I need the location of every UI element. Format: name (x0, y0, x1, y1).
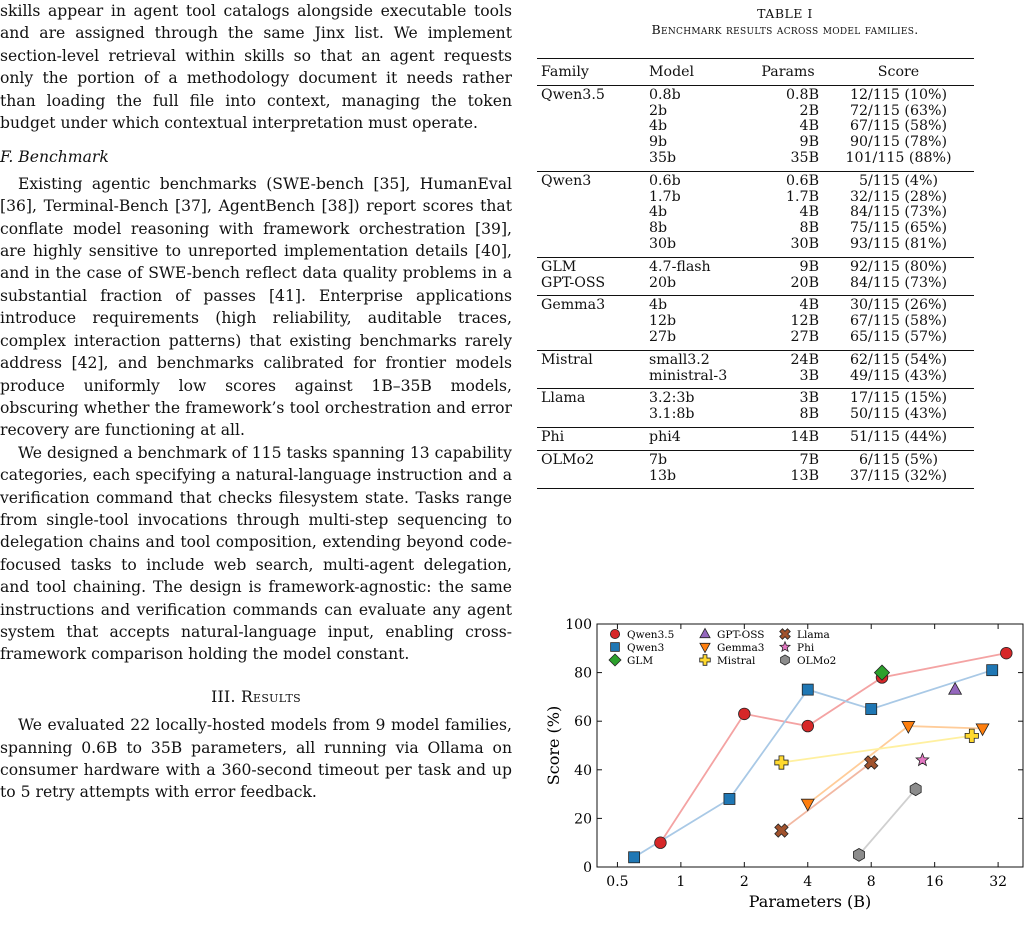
data-point-qwen3 (866, 704, 877, 715)
intro-paragraph: skills appear in agent tool catalogs alongside executable tools and are assigned through the same Jinx list. We implement section-level retrieval within skills so that an agent requests only the portion of a methodology document it needs rather than loading the full file into context, managing the token budget under which contextual interpretation must operate. (0, 2, 512, 133)
cell-family-line: GPT-OSS (541, 274, 606, 291)
cell-params-line: 20B (790, 274, 819, 291)
cell-params-line: 35B (790, 149, 819, 166)
cell-params-line: 9B (799, 258, 819, 275)
table-group-row (537, 171, 974, 257)
cell-params (753, 296, 823, 350)
cell-family-line (541, 135, 641, 151)
cell-params-line: 0.8B (786, 86, 819, 103)
data-point-qwen3.5 (739, 708, 751, 720)
cell-params-line: 2B (799, 102, 819, 119)
cell-model-line: phi4 (649, 428, 681, 445)
table-group-row (537, 450, 974, 489)
table-group-row (537, 427, 974, 450)
cell-family-line: Llama (541, 390, 586, 407)
cell-score (823, 350, 974, 389)
cell-family-line: Gemma3 (541, 297, 606, 314)
cell-model (645, 257, 753, 296)
cell-model-line: small3.2 (649, 351, 710, 368)
right-column (537, 0, 1033, 484)
cell-params (753, 171, 823, 257)
x-tick-label: 1 (676, 874, 686, 890)
results-paragraph: We evaluated 22 locally-hosted models from 9 model families, spanning 0.6B to 35B parameters, all running via Ollama on consumer hardware with a 360-second timeout per task and up to 5 retry attempts with error feedback. (0, 716, 512, 802)
cell-params-line: 9B (799, 134, 819, 151)
cell-score (823, 296, 974, 350)
cell-model-line: 8b (649, 220, 668, 237)
data-point-mistral (965, 729, 978, 742)
cell-params-line: 24B (790, 351, 819, 368)
legend-label: Gemma3 (717, 642, 765, 654)
data-point-gemma3 (801, 799, 814, 811)
legend-label: Qwen3.5 (627, 629, 675, 641)
cell-family-line: GLM (541, 258, 577, 275)
cell-score-line: 93/115 (81%) (849, 235, 948, 252)
x-tick-label: 4 (803, 874, 813, 890)
table-header-row (537, 59, 974, 86)
y-tick-label: 60 (574, 714, 592, 731)
cell-model (645, 389, 753, 428)
cell-params-line: 27B (790, 328, 819, 345)
cell-score-line: 12/115 (10%) (849, 86, 948, 103)
y-tick-label: 20 (574, 811, 592, 828)
data-point-qwen3.5 (802, 720, 814, 732)
cell-family-line (541, 104, 641, 120)
cell-score-line: 90/115 (78%) (849, 134, 948, 151)
data-point-qwen3.5 (655, 837, 667, 849)
x-tick-label: 2 (739, 874, 749, 890)
data-point-qwen3 (724, 793, 735, 804)
legend-marker-llama-shape (777, 626, 793, 642)
y-tick-label: 100 (565, 617, 592, 633)
cell-score (823, 389, 974, 428)
data-point-gemma3 (902, 721, 915, 733)
header-params: Params (753, 59, 823, 86)
data-point-olmo2 (853, 848, 864, 861)
cell-params (753, 427, 823, 450)
x-axis-label: Parameters (B) (748, 892, 872, 911)
cell-score-line: 101/115 (88%) (845, 149, 952, 166)
cell-score-line: 67/115 (58%) (849, 313, 948, 330)
cell-family-line: OLMo2 (541, 451, 595, 468)
left-column (0, 0, 512, 804)
cell-score-line: 67/115 (58%) (849, 118, 948, 135)
legend-marker-qwen3 (611, 643, 620, 652)
cell-params (753, 257, 823, 296)
data-point-qwen3.5 (1001, 647, 1013, 659)
cell-params (753, 389, 823, 428)
data-point-olmo2 (910, 783, 921, 796)
cell-model-line: 4b (649, 118, 668, 135)
legend-marker-mistral (700, 655, 711, 666)
cell-params-line: 14B (790, 428, 819, 445)
cell-model (645, 296, 753, 350)
cell-model-line: 0.8b (649, 86, 681, 103)
cell-params-line: 3B (799, 367, 819, 384)
cell-model-line: 4b (649, 204, 668, 221)
cell-params-line: 1.7B (786, 188, 819, 205)
benchmark-paragraph-2: We designed a benchmark of 115 tasks spanning 13 capability categories, each specifying a natural-language instruction and a verification command that checks filesystem state. Tasks range from single-tool invocations through multi-step sequencing to delegation chains and tool composition, extending beyond code-focused tasks to include web search, multi-agent delegation, and tool chaining. The design is framework-agnostic: the same instructions and verification commands can evaluate any agent system that accepts natural-language input, enabling cross-framework comparison holding the model constant. (0, 443, 512, 664)
cell-family-line (541, 119, 641, 135)
series-line-llama (781, 763, 871, 831)
cell-score (823, 450, 974, 489)
cell-params-line: 3B (799, 390, 819, 407)
cell-model-line: 3.2:3b (649, 390, 695, 407)
cell-family-line (541, 330, 641, 346)
cell-score-line: 17/115 (15%) (849, 390, 948, 407)
cell-params-line: 4B (799, 118, 819, 135)
cell-family (537, 389, 645, 428)
cell-model-line: ministral-3 (649, 367, 728, 384)
cell-params-line: 8B (799, 220, 819, 237)
benchmark-table (537, 58, 974, 489)
cell-model (645, 427, 753, 450)
cell-score-line: 84/115 (73%) (849, 274, 948, 291)
x-tick-label: 8 (866, 874, 876, 890)
legend-label: GPT-OSS (717, 629, 765, 641)
legend-label: OLMo2 (797, 655, 837, 667)
cell-family-line (541, 221, 641, 237)
cell-params-line: 8B (799, 406, 819, 423)
cell-model-line: 7b (649, 451, 668, 468)
cell-family-line (541, 237, 641, 253)
cell-score (823, 85, 974, 171)
cell-score-line: 75/115 (65%) (849, 220, 948, 237)
score-vs-params-chart (537, 604, 1033, 932)
cell-score (823, 257, 974, 296)
header-model: Model (645, 59, 753, 86)
cell-params (753, 85, 823, 171)
cell-family-line (541, 407, 641, 423)
data-point-llama-shape (772, 821, 792, 841)
legend-marker-phi (780, 642, 790, 652)
cell-model-line: 0.6b (649, 172, 681, 189)
cell-family-line (541, 190, 641, 206)
data-point-qwen3 (987, 665, 998, 676)
table-number: TABLE I (757, 6, 813, 21)
cell-params-line: 4B (799, 204, 819, 221)
cell-params-line: 12B (790, 313, 819, 330)
cell-family (537, 171, 645, 257)
cell-model-line: 13b (649, 467, 677, 484)
cell-model-line: 35b (649, 149, 677, 166)
legend-marker-qwen3.5 (610, 629, 619, 638)
cell-family-line (541, 314, 641, 330)
cell-family-line: Qwen3.5 (541, 86, 605, 103)
section-heading: III. Results (211, 687, 301, 706)
legend-marker-gemma3 (700, 643, 710, 652)
cell-family-line (541, 151, 641, 167)
data-point-mistral (775, 756, 788, 769)
cell-family (537, 450, 645, 489)
y-tick-label: 40 (574, 762, 592, 779)
y-tick-label: 80 (574, 665, 592, 682)
benchmark-paragraph-1: Existing agentic benchmarks (SWE-bench [35], HumanEval [36], Terminal-Bench [37], AgentBench [38]) report scores that conflate model reasoning with framework orchestration [39], are highly sensitive to unreported implementation details [40], and in the case of SWE-bench reflect data quality problems in a substantial fraction of passes [41]. Enterprise applications introduce requirements (high reliability, auditable traces, complex interaction patterns) that existing benchmarks rarely address [42], and benchmarks calibrated for frontier models produce uniformly low scores against 1B–35B models, obscuring whether the framework’s tool orchestration and error recovery are functioning at all. (0, 174, 512, 440)
legend-label: Mistral (717, 655, 756, 667)
cell-params-line: 30B (790, 235, 819, 252)
cell-score-line: 72/115 (63%) (849, 102, 948, 119)
cell-score-line: 50/115 (43%) (849, 406, 948, 423)
cell-family (537, 427, 645, 450)
cell-family-line: Phi (541, 428, 565, 445)
table-caption: Benchmark results across model families. (651, 22, 919, 37)
cell-family (537, 85, 645, 171)
cell-score-line: 32/115 (28%) (849, 188, 948, 205)
cell-params (753, 450, 823, 489)
cell-score-line: 92/115 (80%) (849, 258, 948, 275)
data-point-qwen3 (629, 852, 640, 863)
cell-score-line: 37/115 (32%) (849, 467, 948, 484)
cell-model-line: 4.7-flash (649, 258, 711, 275)
cell-model-line: 9b (649, 134, 668, 151)
cell-family-line (541, 205, 641, 221)
legend-label: Qwen3 (627, 642, 665, 654)
cell-model-line: 27b (649, 328, 677, 345)
y-tick-label: 0 (583, 860, 592, 876)
data-point-phi (916, 753, 929, 765)
cell-family-line: Qwen3 (541, 172, 592, 189)
cell-family-line (541, 469, 641, 485)
legend-marker-llama (777, 626, 793, 642)
cell-score-line: 62/115 (54%) (849, 351, 948, 368)
cell-model-line: 20b (649, 274, 677, 291)
cell-family (537, 296, 645, 350)
legend-label: Phi (797, 642, 815, 654)
cell-score-line: 84/115 (73%) (849, 204, 948, 221)
table-group-row (537, 85, 974, 171)
cell-score-line: 51/115 (44%) (849, 428, 948, 445)
x-tick-label: 32 (989, 874, 1008, 890)
cell-model (645, 450, 753, 489)
cell-params-line: 13B (790, 467, 819, 484)
cell-params-line: 7B (799, 451, 819, 468)
legend-marker-gpt-oss (700, 628, 710, 637)
table-group-row (537, 350, 974, 389)
cell-score (823, 171, 974, 257)
y-axis-label: Score (%) (544, 705, 563, 786)
cell-score-line: 30/115 (26%) (849, 297, 948, 314)
cell-params (753, 350, 823, 389)
subsection-heading: F. Benchmark (0, 148, 109, 167)
header-family: Family (537, 59, 645, 86)
cell-model (645, 171, 753, 257)
x-tick-label: 0.5 (606, 874, 629, 890)
legend-label: Llama (797, 629, 830, 641)
cell-model-line: 12b (649, 313, 677, 330)
cell-model-line: 2b (649, 102, 668, 119)
data-point-llama (772, 821, 792, 841)
series-line-olmo2 (859, 789, 916, 855)
cell-params-line: 4B (799, 297, 819, 314)
table-body (537, 85, 974, 489)
table-group-row (537, 389, 974, 428)
cell-score-line: 49/115 (43%) (849, 367, 948, 384)
data-point-qwen3 (802, 684, 813, 695)
cell-model (645, 350, 753, 389)
series-line-qwen3 (634, 670, 992, 857)
cell-model-line: 4b (649, 297, 668, 314)
cell-model-line: 1.7b (649, 188, 681, 205)
table-group-row (537, 257, 974, 296)
legend-marker-glm (609, 654, 621, 666)
cell-score-line: 5/115 (4%) (859, 172, 938, 189)
cell-score-line: 6/115 (5%) (859, 451, 938, 468)
x-tick-label: 16 (925, 874, 944, 890)
cell-family-line: Mistral (541, 351, 593, 368)
cell-family (537, 350, 645, 389)
cell-model (645, 85, 753, 171)
cell-family (537, 257, 645, 296)
cell-model-line: 3.1:8b (649, 406, 695, 423)
table-group-row (537, 296, 974, 350)
header-score: Score (823, 59, 974, 86)
cell-score-line: 65/115 (57%) (849, 328, 948, 345)
cell-score (823, 427, 974, 450)
cell-model-line: 30b (649, 235, 677, 252)
legend-marker-olmo2 (781, 655, 790, 665)
legend-label: GLM (627, 655, 654, 667)
cell-family-line (541, 369, 641, 385)
cell-params-line: 0.6B (786, 172, 819, 189)
